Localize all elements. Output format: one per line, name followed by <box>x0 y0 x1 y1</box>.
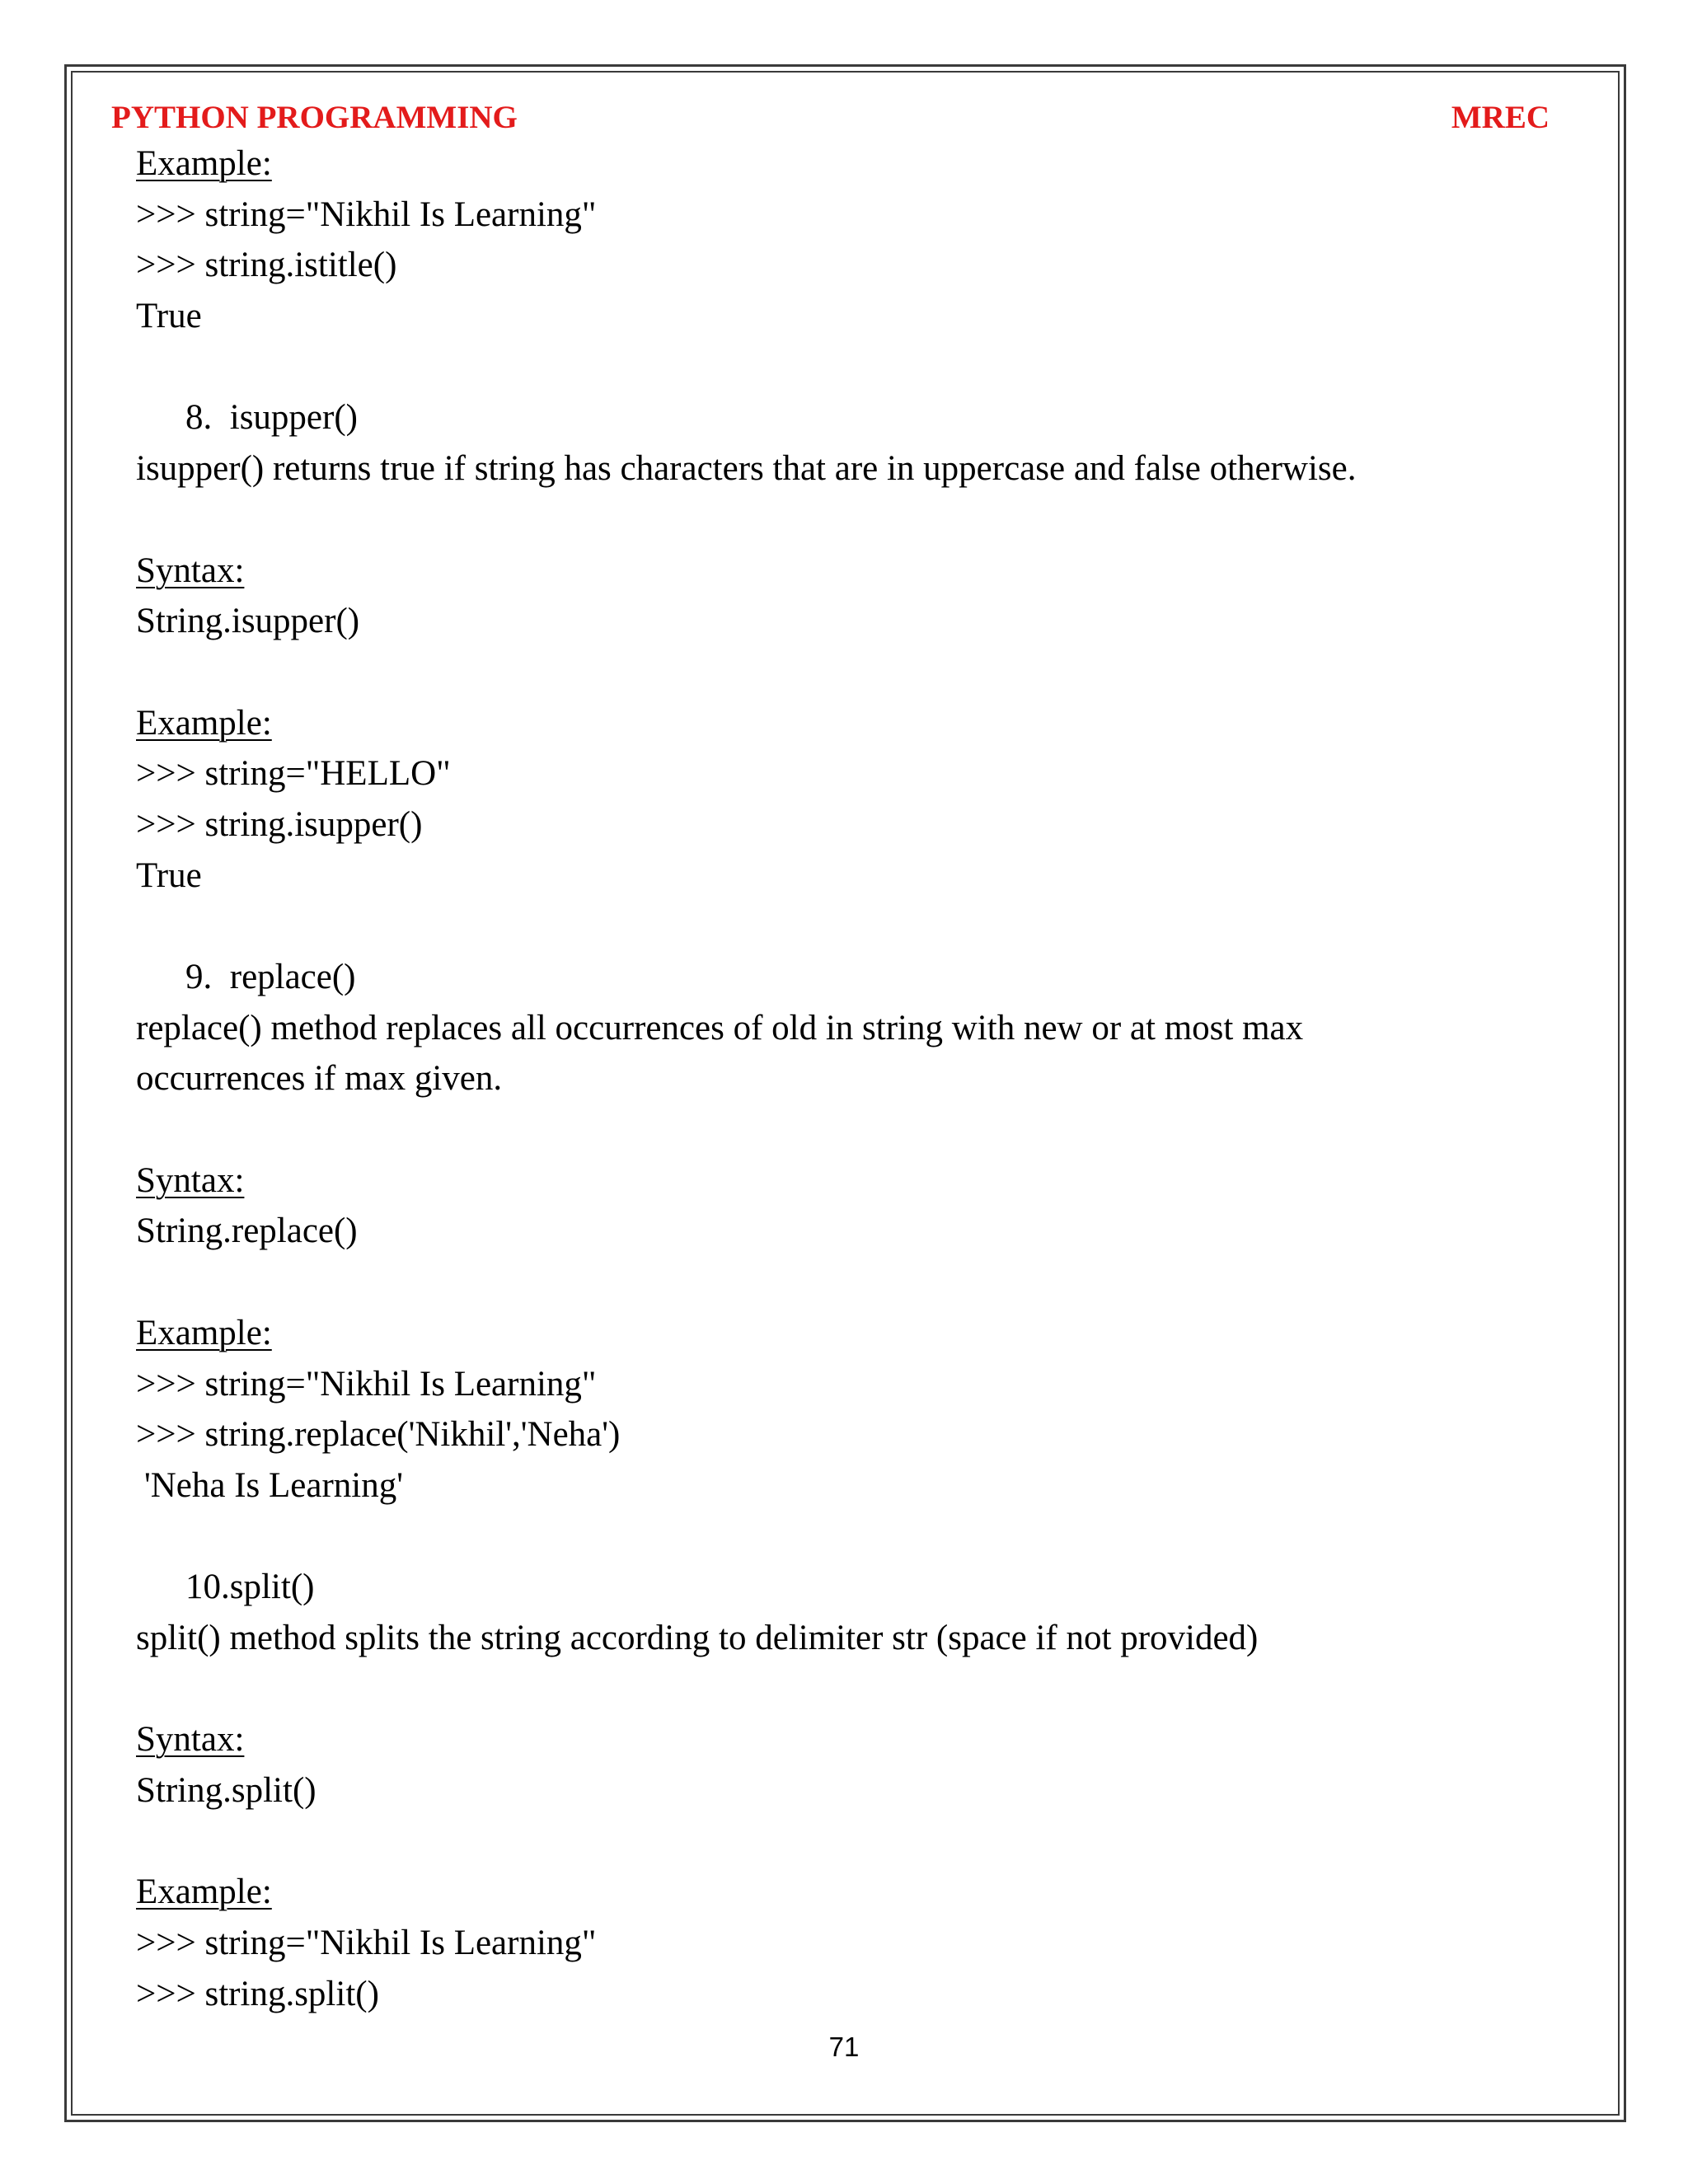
line-text: String.split() <box>136 1771 316 1810</box>
line-text: String.isupper() <box>136 602 360 641</box>
line-text: True <box>136 297 202 336</box>
text-line <box>136 1003 1554 1054</box>
line-text: >>> string.split() <box>136 1974 379 2013</box>
header-course-title: PYTHON PROGRAMMING <box>111 100 518 135</box>
section-heading: Example: <box>136 144 272 183</box>
line-text: 'Neha Is Learning' <box>144 1465 403 1505</box>
text-line <box>136 1206 1554 1257</box>
text-line <box>136 1053 1554 1104</box>
line-text: >>> string="Nikhil Is Learning" <box>136 1924 597 1963</box>
blank-line <box>136 1664 1554 1715</box>
section-heading: Example: <box>136 703 272 743</box>
blank-line <box>136 901 1554 952</box>
text-line <box>136 291 1554 342</box>
text-line <box>136 138 1554 190</box>
line-text: occurrences if max given. <box>136 1059 503 1099</box>
line-text: >>> string="Nikhil Is Learning" <box>136 194 597 234</box>
section-heading: Example: <box>136 1313 272 1352</box>
document-body <box>136 138 1554 2019</box>
blank-line <box>136 1511 1554 1563</box>
text-line <box>136 1969 1554 2020</box>
text-line <box>136 799 1554 851</box>
line-text: isupper() returns true if string has characters that are in uppercase and false otherwise. <box>136 449 1357 489</box>
line-text: True <box>136 855 202 895</box>
line-text: >>> string="HELLO" <box>136 754 451 794</box>
text-line <box>136 596 1554 647</box>
text-line <box>136 443 1554 494</box>
line-text: replace() method replaces all occurrences of old in string with new or at most max <box>136 1008 1304 1047</box>
header-institution: MREC <box>1451 100 1550 135</box>
text-line <box>136 1918 1554 1969</box>
line-text: String.replace() <box>136 1212 358 1251</box>
line-text: 10.split() <box>185 1568 315 1607</box>
text-line <box>136 851 1554 902</box>
text-line <box>136 1155 1554 1207</box>
text-line <box>136 546 1554 597</box>
text-line <box>136 1359 1554 1410</box>
section-heading: Syntax: <box>136 1160 245 1200</box>
page-header <box>111 99 1550 140</box>
text-line <box>136 240 1554 291</box>
line-text: >>> string.istitle() <box>136 246 397 285</box>
text-line <box>136 1308 1554 1359</box>
text-line <box>136 1409 1554 1460</box>
text-line <box>136 1714 1554 1765</box>
section-heading: Example: <box>136 1872 272 1912</box>
blank-line <box>136 342 1554 393</box>
line-text: 8. isupper() <box>185 398 358 438</box>
line-text: >>> string.isupper() <box>136 804 423 844</box>
text-line <box>136 1867 1554 1918</box>
text-line <box>136 698 1554 749</box>
blank-line <box>136 1104 1554 1155</box>
line-text: >>> string.replace('Nikhil','Neha') <box>136 1415 621 1455</box>
text-line <box>136 392 1554 443</box>
section-heading: Syntax: <box>136 1720 245 1760</box>
line-text: 9. replace() <box>185 958 356 996</box>
page-number: 71 <box>828 2032 860 2062</box>
section-heading: Syntax: <box>136 551 245 590</box>
text-line <box>136 952 1554 1003</box>
blank-line <box>136 1257 1554 1308</box>
text-line <box>136 1613 1554 1664</box>
text-line <box>136 748 1554 799</box>
line-text: split() method splits the string according to delimiter str (space if not provided) <box>136 1618 1259 1657</box>
blank-line <box>136 647 1554 698</box>
text-line <box>136 1765 1554 1816</box>
text-line <box>136 190 1554 241</box>
line-text: >>> string="Nikhil Is Learning" <box>136 1364 597 1404</box>
text-line <box>136 1460 1554 1511</box>
blank-line <box>136 494 1554 546</box>
blank-line <box>136 1816 1554 1868</box>
text-line <box>136 1562 1554 1613</box>
